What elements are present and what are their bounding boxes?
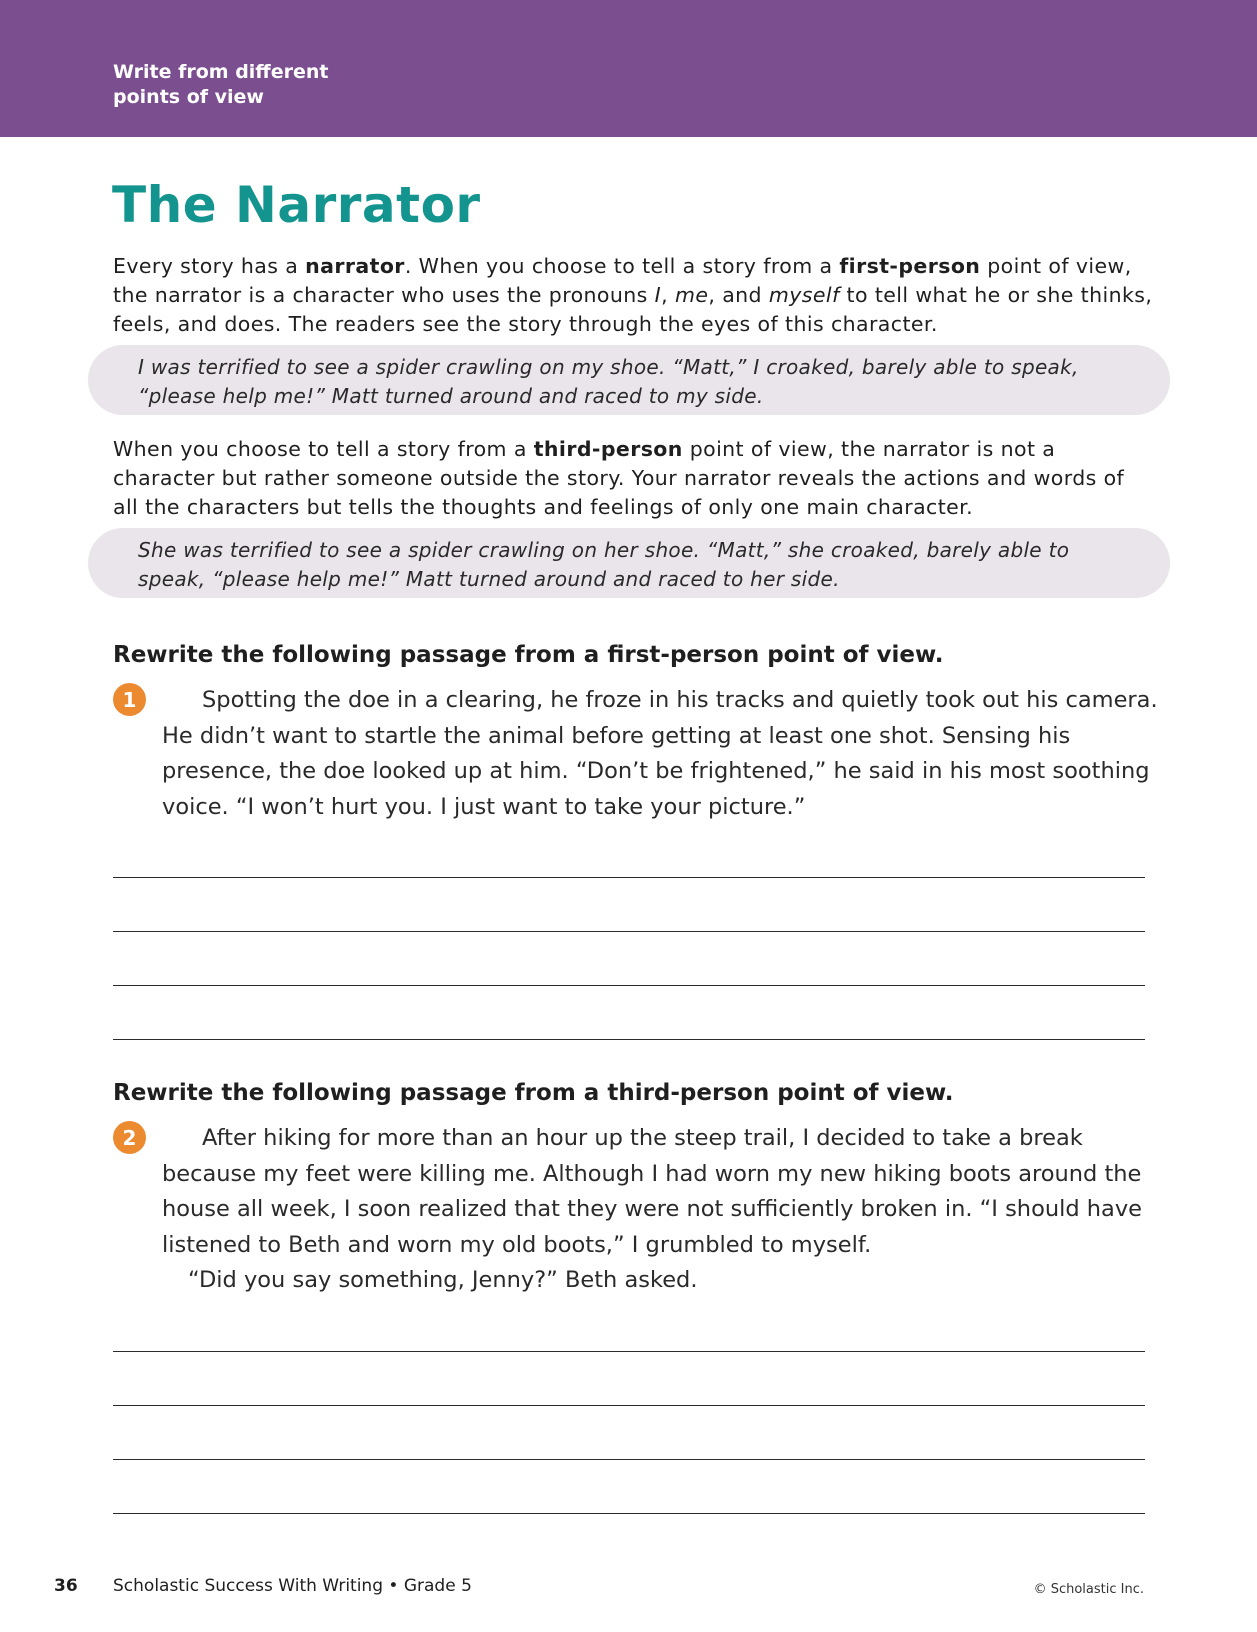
header-label-line1: Write from different — [113, 61, 329, 83]
exercise2-dialog-line: “Did you say something, Jenny?” Beth asked. — [188, 1267, 698, 1293]
answer-line[interactable] — [113, 1039, 1145, 1040]
third-person-paragraph: When you choose to tell a story from a third-person point of view, the narrator is not a character but rather someone outside the story. Your narrator reveals the actions and words of all the characters but tells the thoughts and feelings of only one main character. — [113, 437, 1125, 519]
answer-line[interactable] — [113, 1405, 1145, 1406]
exercise1-number-badge: 1 — [113, 683, 146, 716]
answer-line[interactable] — [113, 1351, 1145, 1352]
intro-paragraph: Every story has a narrator. When you choose to tell a story from a first-person point of view, the narrator is a character who uses the pronouns I, me, and myself to tell what he or she thinks, feels, and does. The readers see the story through the eyes of this character. — [113, 254, 1153, 336]
answer-line[interactable] — [113, 1513, 1145, 1514]
answer-line[interactable] — [113, 877, 1145, 878]
header-band — [0, 0, 1257, 137]
header-label-line2: points of view — [113, 86, 264, 108]
answer-line[interactable] — [113, 931, 1145, 932]
exercise1-instruction: Rewrite the following passage from a first-person point of view. — [113, 642, 944, 668]
book-title: Scholastic Success With Writing • Grade 5 — [113, 1576, 472, 1596]
page-number: 36 — [54, 1576, 78, 1596]
page-title: The Narrator — [112, 176, 481, 234]
exercise1-passage: Spotting the doe in a clearing, he froze in his tracks and quietly took out his camera. He didn’t want to startle the animal before getting at least one shot. Sensing his presence, the doe looked up at him. “Don’t be frightened,” he said in his most soothing voice. “I won’t hurt you. I just want to take your picture.” — [162, 687, 1158, 820]
third-person-example: She was terrified to see a spider crawling on her shoe. “Matt,” she croaked, barely able to speak, “please help me!” Matt turned around and raced to her side. — [88, 528, 1170, 598]
answer-line[interactable] — [113, 985, 1145, 986]
answer-line[interactable] — [113, 1459, 1145, 1460]
exercise2-passage: After hiking for more than an hour up the steep trail, I decided to take a break because my feet were killing me. Although I had worn my new hiking boots around the house all week, I soon realized that they were not sufficiently broken in. “I should have listened to Beth and worn my old boots,” I grumbled to myself. “Did you say something, Jenny?” Beth asked. — [162, 1121, 1162, 1299]
exercise2-instruction: Rewrite the following passage from a third-person point of view. — [113, 1080, 954, 1106]
header-label — [113, 60, 328, 110]
exercise2-number-badge: 2 — [113, 1121, 146, 1154]
first-person-example: I was terrified to see a spider crawling on my shoe. “Matt,” I croaked, barely able to speak, “please help me!” Matt turned around and raced to my side. — [88, 345, 1170, 415]
copyright: © Scholastic Inc. — [1033, 1582, 1144, 1597]
